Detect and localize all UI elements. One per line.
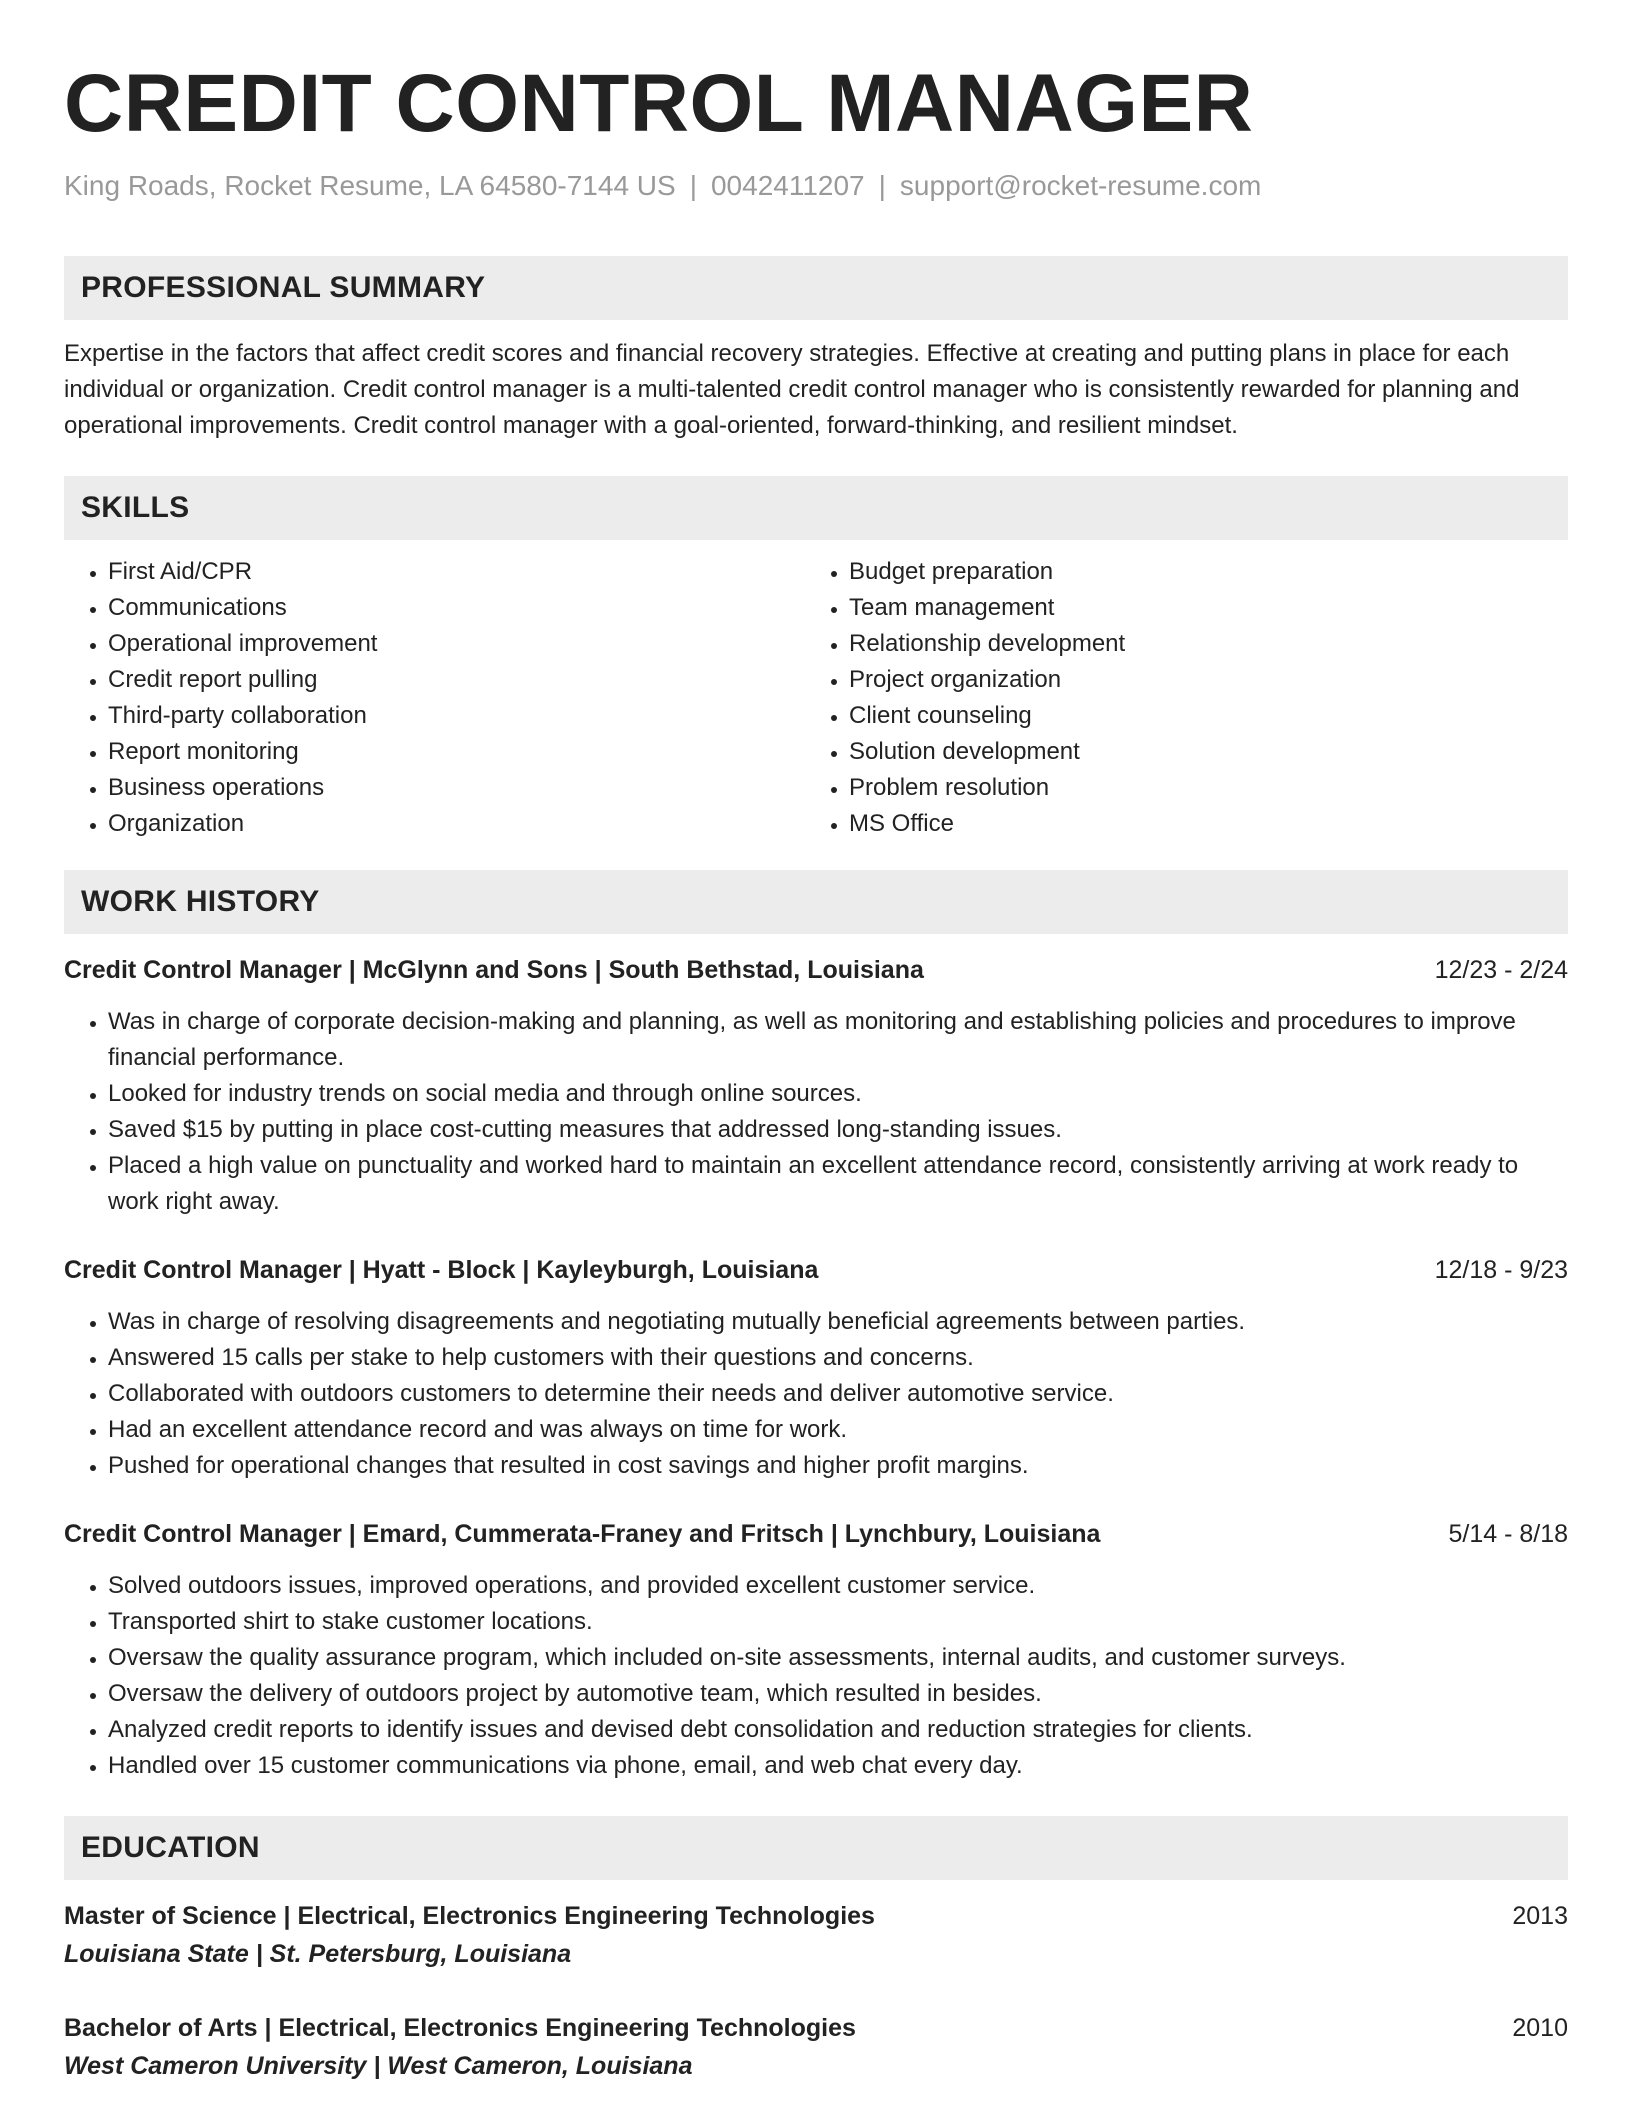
section-heading-education: EDUCATION	[64, 1816, 1568, 1880]
job-bullets	[64, 1304, 1568, 1484]
job-bullet: • Handled over 15 customer communications via phone, email, and web chat every day.	[108, 1748, 1568, 1784]
skill-item: • Organization	[108, 806, 805, 842]
job-dates: 12/18 - 9/23	[1434, 1256, 1568, 1284]
job-bullet: • Was in charge of corporate decision-making and planning, as well as monitoring and establishing policies and procedures to improve financial performance.	[108, 1004, 1568, 1076]
job-bullets	[64, 1568, 1568, 1784]
contact-email: support@rocket-resume.com	[899, 170, 1262, 201]
job-bullet: • Oversaw the quality assurance program, which included on-site assessments, internal audits, and customer surveys.	[108, 1640, 1568, 1676]
section-heading-skills: SKILLS	[64, 476, 1568, 540]
professional-summary-section	[64, 256, 1568, 444]
skill-item: • Third-party collaboration	[108, 698, 805, 734]
skill-item: • Operational improvement	[108, 626, 805, 662]
job-entry	[64, 952, 1568, 1220]
job-dates: 5/14 - 8/18	[1448, 1520, 1568, 1548]
job-header	[64, 1516, 1568, 1552]
skill-item: • Report monitoring	[108, 734, 805, 770]
job-bullet: • Analyzed credit reports to identify issues and devised debt consolidation and reduction strategies for clients.	[108, 1712, 1568, 1748]
education-entry	[64, 1898, 1568, 1972]
job-bullet: • Answered 15 calls per stake to help customers with their questions and concerns.	[108, 1340, 1568, 1376]
skills-column-right	[805, 554, 1546, 842]
skills-grid	[64, 554, 1568, 842]
section-heading-summary: PROFESSIONAL SUMMARY	[64, 256, 1568, 320]
contact-line	[64, 168, 1568, 204]
contact-separator: |	[689, 170, 697, 201]
job-bullet: • Was in charge of resolving disagreements and negotiating mutually beneficial agreements between parties.	[108, 1304, 1568, 1340]
education-degree: Master of Science | Electrical, Electronics Engineering Technologies	[64, 1902, 875, 1930]
section-heading-work-history: WORK HISTORY	[64, 870, 1568, 934]
skills-section	[64, 476, 1568, 842]
job-bullet: • Placed a high value on punctuality and worked hard to maintain an excellent attendance record, consistently arriving at work ready to work right away.	[108, 1148, 1568, 1220]
education-header	[64, 1898, 1568, 1934]
skill-item: • MS Office	[849, 806, 1546, 842]
education-year: 2010	[1512, 2014, 1568, 2042]
job-bullet: • Oversaw the delivery of outdoors project by automotive team, which resulted in besides.	[108, 1676, 1568, 1712]
skill-item: • Project organization	[849, 662, 1546, 698]
contact-address: King Roads, Rocket Resume, LA 64580-7144 US	[64, 170, 676, 201]
education-section	[64, 1816, 1568, 2084]
skill-item: • First Aid/CPR	[108, 554, 805, 590]
job-header	[64, 952, 1568, 988]
job-bullet: • Transported shirt to stake customer locations.	[108, 1604, 1568, 1640]
resume-name-title: CREDIT CONTROL MANAGER	[64, 58, 1254, 149]
education-year: 2013	[1512, 1902, 1568, 1930]
skill-item: • Team management	[849, 590, 1546, 626]
education-school: Louisiana State | St. Petersburg, Louisiana	[64, 1940, 572, 1968]
skill-item: • Solution development	[849, 734, 1546, 770]
job-heading: Credit Control Manager | McGlynn and Sons | South Bethstad, Louisiana	[64, 956, 924, 984]
job-bullet: • Had an excellent attendance record and was always on time for work.	[108, 1412, 1568, 1448]
job-heading: Credit Control Manager | Emard, Cummerata-Franey and Fritsch | Lynchbury, Louisiana	[64, 1520, 1101, 1548]
work-history-section	[64, 870, 1568, 1784]
job-bullet: • Solved outdoors issues, improved operations, and provided excellent customer service.	[108, 1568, 1568, 1604]
contact-phone: 0042411207	[710, 170, 865, 201]
education-degree: Bachelor of Arts | Electrical, Electronics Engineering Technologies	[64, 2014, 856, 2042]
skills-column-left	[64, 554, 805, 842]
job-bullets	[64, 1004, 1568, 1220]
job-heading: Credit Control Manager | Hyatt - Block | Kayleyburgh, Louisiana	[64, 1256, 819, 1284]
job-dates: 12/23 - 2/24	[1434, 956, 1568, 984]
job-entry	[64, 1516, 1568, 1784]
job-bullet: • Saved $15 by putting in place cost-cutting measures that addressed long-standing issues.	[108, 1112, 1568, 1148]
job-bullet: • Collaborated with outdoors customers to determine their needs and deliver automotive service.	[108, 1376, 1568, 1412]
job-entry	[64, 1252, 1568, 1484]
education-school: West Cameron University | West Cameron, Louisiana	[64, 2052, 693, 2080]
skill-item: • Business operations	[108, 770, 805, 806]
contact-separator: |	[878, 170, 886, 201]
education-header	[64, 2010, 1568, 2046]
skill-item: • Client counseling	[849, 698, 1546, 734]
job-bullet: • Looked for industry trends on social media and through online sources.	[108, 1076, 1568, 1112]
skill-item: • Problem resolution	[849, 770, 1546, 806]
job-header	[64, 1252, 1568, 1288]
job-bullet: • Pushed for operational changes that resulted in cost savings and higher profit margins.	[108, 1448, 1568, 1484]
skill-item: • Relationship development	[849, 626, 1546, 662]
skill-item: • Communications	[108, 590, 805, 626]
skill-item: • Credit report pulling	[108, 662, 805, 698]
summary-paragraph: Expertise in the factors that affect credit scores and financial recovery strategies. Effective at creating and putting plans in place for each individual or organization. Credit control manager is a multi-talented credit control manager who is consistently rewarded for planning and operational improvements. Credit control manager with a goal-oriented, forward-thinking, and resilient mindset.	[64, 340, 1520, 439]
education-entry	[64, 2010, 1568, 2084]
skill-item: • Budget preparation	[849, 554, 1546, 590]
